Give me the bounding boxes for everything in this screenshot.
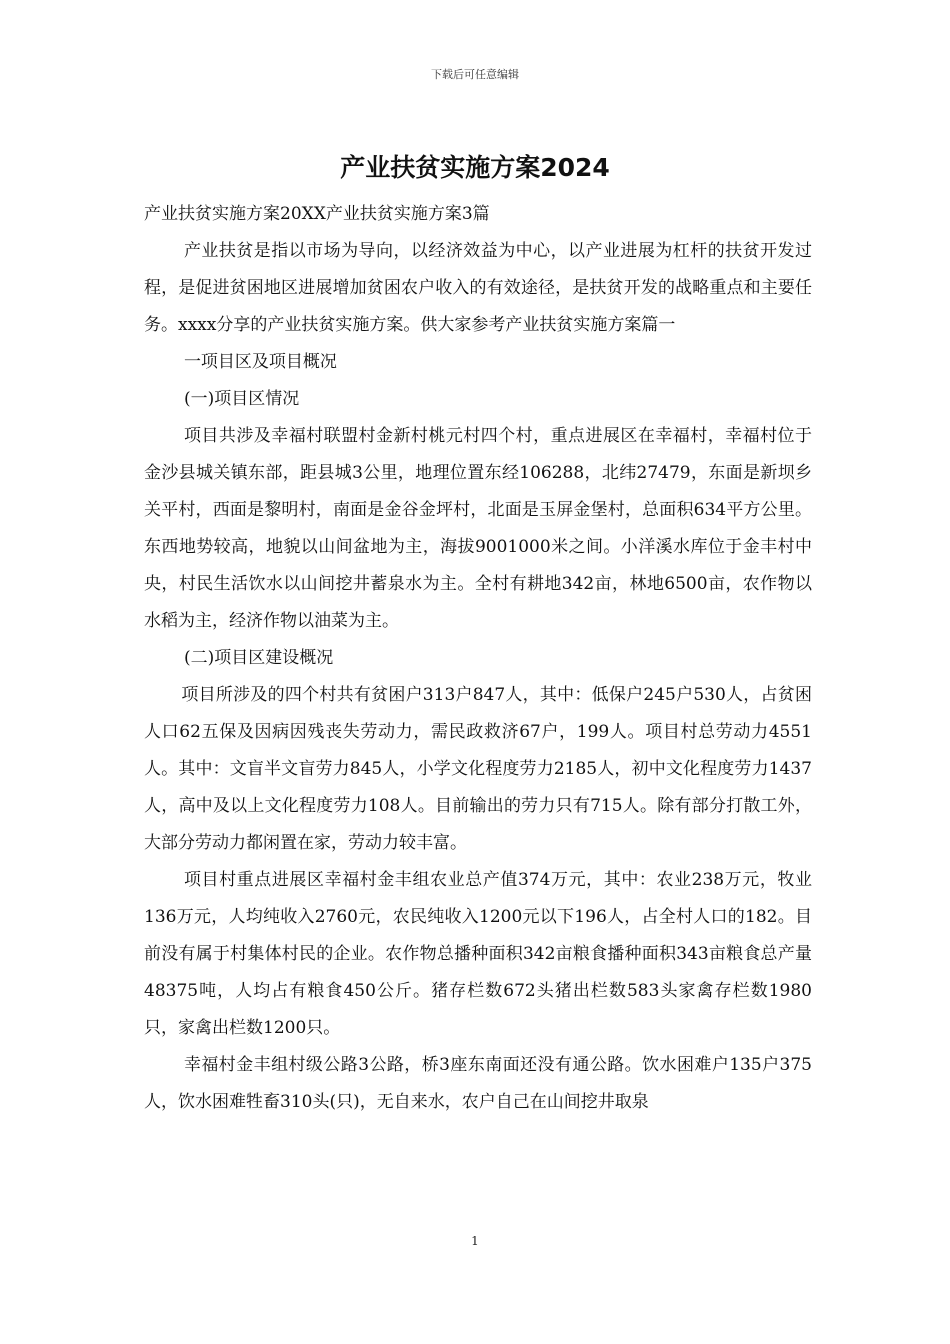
subsection-heading-1: (一)项目区情况 [183, 389, 300, 409]
document-body [144, 196, 812, 1121]
body-paragraph: 项目共涉及幸福村联盟村金新村桃元村四个村，重点进展区在幸福村，幸福村位于金沙县城关镇东部，距县城3公里，地理位置东经106288，北纬27479，东面是新坝乡关平村，西面是黎明村，南面是金谷金坪村，北面是玉屏金堡村，总面积634平方公里。东西地势较高，地貌以山间盆地为主，海拔9001000米之间。小洋溪水库位于金丰村中央，村民生活饮水以山间挖井蓄泉水为主。全村有耕地342亩，林地6500亩，农作物以水稻为主，经济作物以油菜为主。 [144, 426, 812, 631]
section-heading-1: 一项目区及项目概况 [183, 352, 337, 372]
page-number: 1 [471, 1234, 479, 1248]
subsection-heading-2: (二)项目区建设概况 [183, 648, 334, 668]
intro-paragraph: 产业扶贫是指以市场为导向，以经济效益为中心，以产业进展为杠杆的扶贫开发过程，是促进贫困地区进展增加贫困农户收入的有效途径，是扶贫开发的战略重点和主要任务。xxxx分享的产业扶贫实施方案。供大家参考产业扶贫实施方案篇一 [144, 241, 812, 335]
body-paragraph: 项目村重点进展区幸福村金丰组农业总产值374万元，其中：农业238万元，牧业136万元，人均纯收入2760元，农民纯收入1200元以下196人，占全村人口的182。目前没有属于村集体村民的企业。农作物总播种面积342亩粮食播种面积343亩粮食总产量48375吨，人均占有粮食450公斤。猪存栏数672头猪出栏数583头家禽存栏数1980只，家禽出栏数1200只。 [144, 870, 812, 1038]
header-note: 下载后可任意编辑 [431, 68, 519, 81]
document-subtitle: 产业扶贫实施方案20XX产业扶贫实施方案3篇 [144, 204, 490, 224]
body-paragraph: 项目所涉及的四个村共有贫困户313户847人，其中：低保户245户530人，占贫困人口62五保及因病因残丧失劳动力，需民政救济67户，199人。项目村总劳动力4551人。其中：文盲半文盲劳力845人，小学文化程度劳力2185人，初中文化程度劳力1437人，高中及以上文化程度劳力108人。目前输出的劳力只有715人。除有部分打散工外，大部分劳动力都闲置在家，劳动力较丰富。 [144, 685, 812, 853]
body-paragraph: 幸福村金丰组村级公路3公路，桥3座东南面还没有通公路。饮水困难户135户375人，饮水困难牲畜310头(只)，无自来水，农户自己在山间挖井取泉 [144, 1055, 812, 1112]
document-title: 产业扶贫实施方案2024 [340, 153, 610, 182]
